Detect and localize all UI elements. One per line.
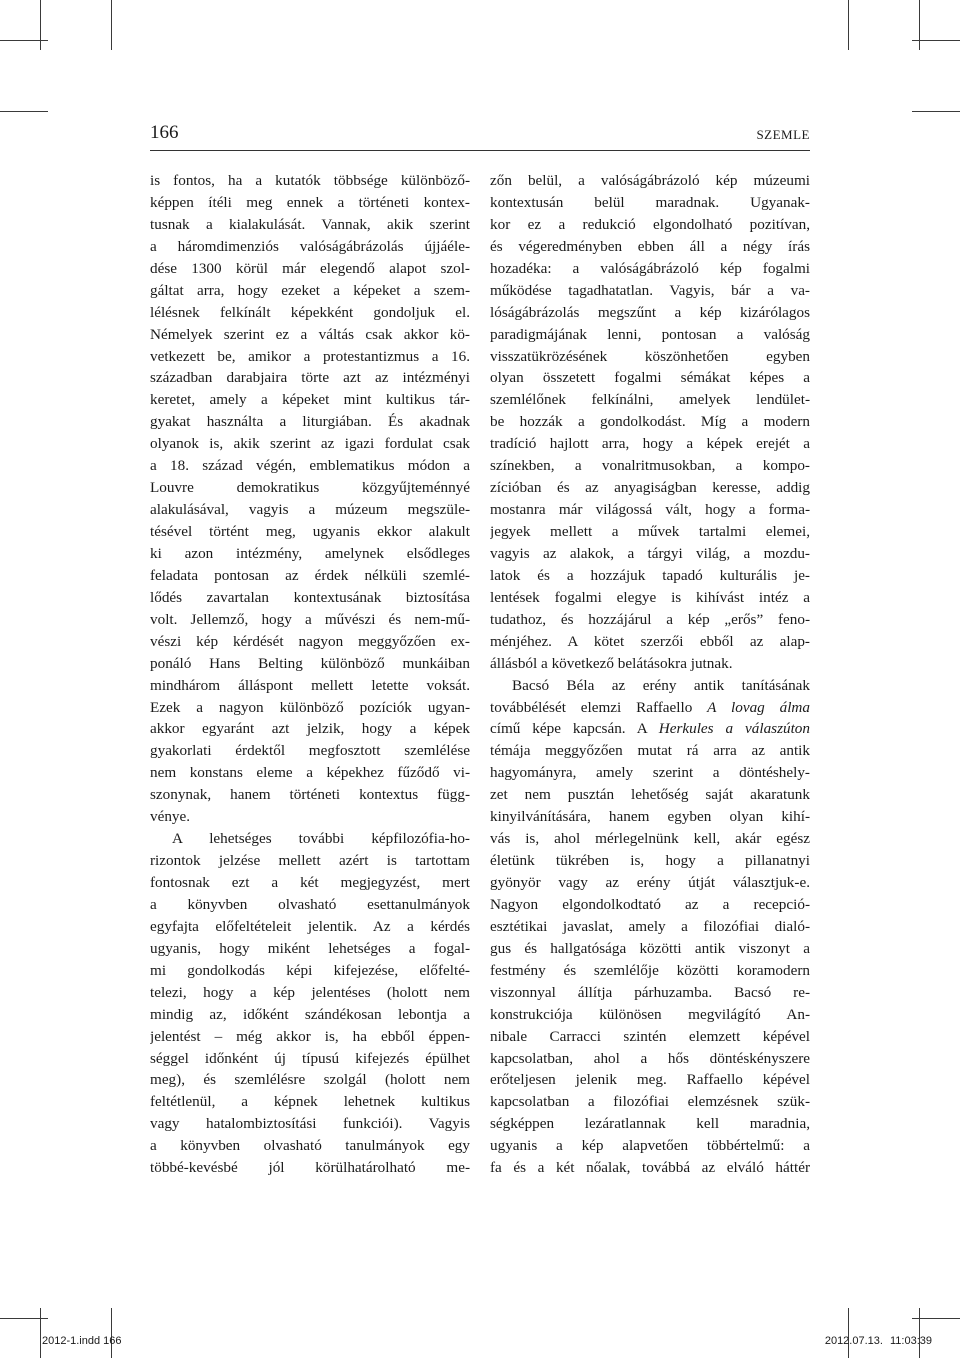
text-line bbox=[150, 1026, 470, 1048]
text-line-content: tusnak a kialakulását. Vannak, akik szerint bbox=[150, 215, 470, 233]
text-line-content: feltétlenül, a képnek lehetnek kultikus bbox=[150, 1093, 470, 1111]
text-line bbox=[490, 192, 810, 214]
crop-mark bbox=[111, 1308, 112, 1358]
text-line-content: kinyilvánítására, hanem egyben olyan kihí- bbox=[490, 808, 810, 826]
text-line-content: egyfajta előfeltételeit jelentik. Az a kérdés bbox=[150, 917, 470, 935]
text-line bbox=[490, 236, 810, 258]
text-line-content: szonynak, hanem történeti kontextus függ- bbox=[150, 786, 470, 804]
text-line bbox=[490, 1091, 810, 1113]
text-line bbox=[490, 653, 810, 675]
text-line-content: dése 1300 körül már elegendő alapot szol- bbox=[150, 259, 470, 277]
text-line-content: kapcsolatban, ahol a hős döntéskényszere bbox=[490, 1049, 810, 1067]
text-line-content: paradigmájának lenni, pontosan a valóság bbox=[490, 325, 810, 343]
text-line bbox=[150, 1157, 470, 1179]
text-line bbox=[490, 1004, 810, 1026]
text-line-content: a 18. század végén, emblematikus módon a bbox=[150, 457, 470, 475]
italic-title: A lovag álma bbox=[707, 698, 810, 716]
crop-mark bbox=[848, 1308, 849, 1358]
text-line bbox=[490, 543, 810, 565]
text-line bbox=[490, 1026, 810, 1048]
text-line bbox=[490, 784, 810, 806]
text-line-content: alakulásával, vagyis a múzeum megszüle- bbox=[150, 501, 470, 519]
text-line-content: ugyanis a kép alapvetően többértelmű: a bbox=[490, 1137, 810, 1155]
text-line bbox=[150, 1091, 470, 1113]
text-line bbox=[150, 828, 470, 850]
text-line bbox=[150, 762, 470, 784]
text-line bbox=[490, 170, 810, 192]
text-line-content: ponáló Hans Belting különböző munkáiban bbox=[150, 654, 470, 672]
text-line-content: séggel időnként új típusú kifejezés épülhet bbox=[150, 1049, 470, 1067]
text-line bbox=[490, 916, 810, 938]
text-line-content: kontextusán belül maradnak. Ugyanak- bbox=[490, 193, 810, 211]
text-line bbox=[490, 477, 810, 499]
text-line-content: vetkezett be, amikor a protestantizmus a 16. bbox=[150, 347, 470, 365]
text-line-content: fontosnak ezt a két megjegyzést, mert bbox=[150, 874, 470, 891]
text-line-content: tudathoz, és hozzájárul a kép „erős” feno- bbox=[490, 610, 810, 628]
text-line bbox=[150, 543, 470, 565]
text-line bbox=[490, 1135, 810, 1157]
italic-title: Herkules a válaszúton bbox=[658, 720, 810, 738]
text-line bbox=[490, 938, 810, 960]
text-line-content: hagyományra, amely szerint a döntéshely- bbox=[490, 764, 810, 782]
text-line-content: gyönyör vagy az erény útját választjuk-e. bbox=[490, 874, 810, 891]
text-line bbox=[490, 1113, 810, 1135]
text-line-content: rizontok jelzése mellett azért is tartottam bbox=[150, 852, 470, 870]
text-line-content: vészi kép kérdését nagyon meggyőzően ex- bbox=[150, 632, 470, 650]
text-line-content: Louvre demokratikus közgyűjteménnyé bbox=[150, 479, 470, 497]
text-line-content: lóságábrázolás megszűnt a kép kizárólagos bbox=[490, 303, 810, 321]
text-line bbox=[150, 367, 470, 389]
text-line-content: akkor egyaránt azt jelzik, hogy a képek bbox=[150, 720, 470, 738]
text-line-content: keretet, amely a képeket mint kultikus tár- bbox=[150, 391, 470, 409]
text-line bbox=[150, 916, 470, 938]
left-text-column bbox=[150, 170, 470, 1179]
text-line-content: nibale Carracci szintén elemzett képével bbox=[490, 1027, 810, 1045]
text-line bbox=[150, 455, 470, 477]
crop-mark bbox=[919, 0, 920, 50]
page-number: 166 bbox=[150, 122, 179, 143]
text-line-content: Bacsó Béla az erény antik tanításának bbox=[512, 676, 810, 694]
text-line bbox=[490, 1069, 810, 1091]
running-head: SZEMLE bbox=[756, 127, 810, 142]
text-line bbox=[490, 302, 810, 324]
text-line bbox=[490, 433, 810, 455]
crop-mark bbox=[0, 111, 48, 112]
text-line bbox=[150, 565, 470, 587]
text-line-content: vás is, ahol mérlegelnünk kell, akár egész bbox=[490, 830, 810, 848]
text-line-content: Némelyek szerint ez a váltás csak akkor kö- bbox=[150, 325, 470, 343]
text-line bbox=[150, 1135, 470, 1157]
text-line bbox=[150, 938, 470, 960]
text-line bbox=[150, 850, 470, 872]
text-line bbox=[490, 718, 810, 740]
text-line-content: A lehetséges további képfilozófia-ho- bbox=[172, 830, 470, 848]
text-line bbox=[490, 631, 810, 653]
text-line bbox=[150, 740, 470, 762]
text-line-content: feladata pontosan az érdek nélküli szemlé- bbox=[150, 566, 470, 584]
crop-mark bbox=[919, 1308, 920, 1358]
text-line-content: viszonnyal állítja párhuzamba. Bacsó re- bbox=[490, 983, 810, 1001]
text-line bbox=[490, 982, 810, 1004]
text-line-content: meg), és szemlélésre szolgál (holott nem bbox=[150, 1071, 470, 1089]
text-line-content: vagyis az alakok, a tárgyi világ, a mozdu- bbox=[490, 544, 810, 562]
right-text-column bbox=[490, 170, 810, 1179]
text-line-content: olyanok is, akik szerint az igazi fordulat csak bbox=[150, 435, 470, 453]
text-line-content: erőteljesen jelenik meg. Raffaello képével bbox=[490, 1071, 810, 1089]
text-line bbox=[150, 718, 470, 740]
text-line bbox=[150, 894, 470, 916]
text-line bbox=[490, 367, 810, 389]
text-line-content: továbbélését elemzi Raffaello bbox=[490, 698, 708, 716]
text-line bbox=[490, 850, 810, 872]
text-line-content: telezi, hogy a kép jelentéses (holott nem bbox=[150, 983, 470, 1001]
text-line bbox=[490, 740, 810, 762]
text-line bbox=[490, 258, 810, 280]
text-line bbox=[150, 411, 470, 433]
text-line bbox=[150, 631, 470, 653]
text-line bbox=[490, 587, 810, 609]
crop-mark bbox=[40, 1308, 41, 1358]
text-line bbox=[150, 433, 470, 455]
text-line-content: Nagyon elgondolkodtató az a recepció- bbox=[490, 895, 810, 913]
text-line-content: gáltat arra, hogy ezeket a képeket a szem- bbox=[150, 281, 470, 299]
text-line-content: a háromdimenziós valóságábrázolás újjáéle- bbox=[150, 237, 470, 255]
text-line bbox=[150, 1004, 470, 1026]
text-line bbox=[490, 1048, 810, 1070]
text-line bbox=[150, 346, 470, 368]
text-line bbox=[490, 499, 810, 521]
text-line-content: életünk tükrében is, hogy a pillanatnyi bbox=[490, 852, 810, 870]
text-line-content: zőn belül, a valóságábrázoló kép múzeumi bbox=[490, 172, 810, 189]
text-line bbox=[150, 982, 470, 1004]
text-line bbox=[490, 828, 810, 850]
text-line-content: ki azon intézmény, amelynek elsődleges bbox=[150, 544, 470, 562]
text-line bbox=[150, 192, 470, 214]
text-line bbox=[150, 324, 470, 346]
text-line bbox=[150, 302, 470, 324]
text-line-content: konstrukciója különösen megvilágító An- bbox=[490, 1005, 810, 1023]
text-line-content: kor ez a redukció elgondolható pozitívan, bbox=[490, 215, 810, 233]
text-line-content: hozadéka: a valóságábrázoló kép fogalmi bbox=[490, 259, 810, 277]
text-line bbox=[490, 762, 810, 784]
crop-mark bbox=[0, 1318, 48, 1319]
text-line-content: ménjéhez. A kötet szerzői ebből az alap- bbox=[490, 632, 810, 650]
text-line bbox=[490, 894, 810, 916]
text-line bbox=[150, 784, 470, 806]
text-line-content: című képe kapcsán. A bbox=[490, 720, 659, 738]
crop-mark bbox=[912, 1318, 960, 1319]
text-line bbox=[490, 609, 810, 631]
crop-mark bbox=[848, 0, 849, 50]
text-line bbox=[150, 170, 470, 192]
text-line-content: lődés zavartalan kontextusának biztosítása bbox=[150, 588, 470, 606]
text-line bbox=[150, 499, 470, 521]
text-line bbox=[490, 346, 810, 368]
text-line-content: tésével történt meg, ugyanis ekkor alakult bbox=[150, 523, 470, 540]
text-line bbox=[150, 587, 470, 609]
text-line-content: olyan összetett fogalmi sémákat képes a bbox=[490, 369, 810, 387]
text-line-content: Ezek a nagyon különböző pozíciók ugyan- bbox=[150, 698, 470, 716]
text-line bbox=[150, 477, 470, 499]
text-line bbox=[150, 258, 470, 280]
text-line-content: lentések fogalmi elegye is kihívást intéz a bbox=[490, 588, 810, 606]
text-line-content: többé-kevésbé jól körülhatárolható me- bbox=[150, 1159, 470, 1177]
text-line-content: jelentést – még akkor is, ha ebből éppen- bbox=[150, 1027, 470, 1045]
text-line-content: nem konstans eleme a képekhez fűződő vi- bbox=[150, 764, 470, 782]
text-line bbox=[490, 411, 810, 433]
text-line-content: a könyvben olvasható esettanulmányok bbox=[150, 895, 470, 913]
text-line-content: is fontos, ha a kutatók többsége különböző- bbox=[150, 172, 470, 189]
text-line bbox=[490, 872, 810, 894]
text-line-content: be hozzák a gondolkodást. Míg a modern bbox=[490, 413, 810, 431]
text-line bbox=[150, 280, 470, 302]
text-line bbox=[490, 521, 810, 543]
text-line bbox=[150, 609, 470, 631]
text-line-content: ségképpen lezáratlannak kell maradnia, bbox=[490, 1115, 810, 1133]
text-line bbox=[150, 214, 470, 236]
text-line-content: vénye. bbox=[150, 808, 191, 826]
text-line-content: mi gondolkodás képi kifejezése, előfelté- bbox=[150, 961, 470, 979]
text-line-content: a könyvben olvasható tanulmányok egy bbox=[150, 1137, 470, 1155]
text-line-content: gus és hallgatósága közötti antik viszonyt a bbox=[490, 939, 810, 957]
text-line bbox=[490, 324, 810, 346]
text-line-content: lélésnek felkínált képekként gondoljuk el. bbox=[150, 303, 470, 321]
text-line bbox=[150, 806, 470, 828]
text-line-content: mindig az, időként szándékosan lebontja a bbox=[150, 1005, 470, 1023]
text-line bbox=[490, 455, 810, 477]
print-slug-file: 2012-1.indd 166 bbox=[42, 1335, 122, 1347]
text-line bbox=[150, 521, 470, 543]
text-line-content: állásból a következő belátásokra jutnak. bbox=[490, 654, 733, 672]
text-line bbox=[490, 697, 810, 719]
text-line-content: gyakat használta a liturgiában. És akadnak bbox=[150, 413, 470, 431]
text-line bbox=[150, 1048, 470, 1070]
text-line-content: mindhárom álláspont mellett letette voksát. bbox=[150, 676, 470, 694]
text-line-content: gyakorlati érdektől megfosztott szemlélése bbox=[150, 742, 470, 760]
text-line-content: témája meggyőzően mutat rá arra az antik bbox=[490, 742, 810, 760]
text-line bbox=[490, 675, 810, 697]
text-line-content: esztétikai javaslat, amely a filozófiai dialó- bbox=[490, 917, 810, 935]
text-line bbox=[150, 389, 470, 411]
text-line-content: zet nem pusztán lehetőség saját akaratunk bbox=[490, 786, 810, 804]
text-line-content: zícióban és az anyagiságban keresse, addig bbox=[490, 479, 810, 497]
text-line-content: volt. Jellemző, hogy a művészi és nem-mű- bbox=[150, 610, 470, 628]
crop-mark bbox=[912, 40, 960, 41]
text-line bbox=[150, 872, 470, 894]
text-line bbox=[490, 565, 810, 587]
text-line bbox=[150, 1113, 470, 1135]
crop-mark bbox=[912, 111, 960, 112]
text-line-content: színekben, a vonalritmusokban, a kompo- bbox=[490, 457, 810, 475]
text-line-content: jegyek mellett a művek tartalmi elemei, bbox=[490, 523, 810, 540]
text-line bbox=[150, 1069, 470, 1091]
text-line-content: latok és a hozzájuk tapadó kulturális je- bbox=[490, 566, 810, 584]
text-line bbox=[490, 806, 810, 828]
text-line-content: fa és a két nőalak, továbbá az elváló háttér bbox=[490, 1159, 810, 1177]
text-line bbox=[490, 960, 810, 982]
text-line bbox=[150, 697, 470, 719]
header-rule bbox=[150, 150, 810, 151]
text-line-content: visszatükrözésének köszönhetően egyben bbox=[490, 347, 810, 365]
text-line bbox=[150, 236, 470, 258]
text-line-content: működése tagadhatatlan. Vagyis, bár a va- bbox=[490, 281, 810, 299]
text-line-content: ugyanis, hogy miként lehetséges a fogal- bbox=[150, 939, 470, 957]
text-line bbox=[490, 280, 810, 302]
text-line bbox=[150, 675, 470, 697]
text-line-content: képpen ítéli meg ennek a történeti kontex- bbox=[150, 193, 470, 211]
crop-mark bbox=[111, 0, 112, 50]
text-line bbox=[490, 214, 810, 236]
text-line-content: mostanra már világossá vált, hogy a forma- bbox=[490, 501, 810, 519]
crop-mark bbox=[0, 40, 48, 41]
text-line-content: vagy hatalombiztosítási funkciói). Vagyis bbox=[150, 1115, 470, 1133]
print-slug-timestamp: 2012.07.13. 11:03:39 bbox=[824, 1335, 932, 1347]
crop-mark bbox=[40, 0, 41, 50]
text-line bbox=[150, 960, 470, 982]
text-line bbox=[490, 1157, 810, 1179]
text-line-content: szemlélőnek felkínálni, amelyek lendület- bbox=[490, 391, 810, 409]
text-line bbox=[150, 653, 470, 675]
text-line-content: és végeredményben ebben áll a négy írás bbox=[490, 237, 810, 255]
text-line-content: században darabjaira törte azt az intézményi bbox=[150, 369, 470, 387]
text-line-content: festmény és szemlélője közötti koramodern bbox=[490, 961, 810, 979]
text-line bbox=[490, 389, 810, 411]
text-line-content: tradíció hajlott arra, hogy a képek erejét a bbox=[490, 435, 810, 453]
text-line-content: kapcsolatban a filozófiai elemzésnek szük- bbox=[490, 1093, 810, 1111]
